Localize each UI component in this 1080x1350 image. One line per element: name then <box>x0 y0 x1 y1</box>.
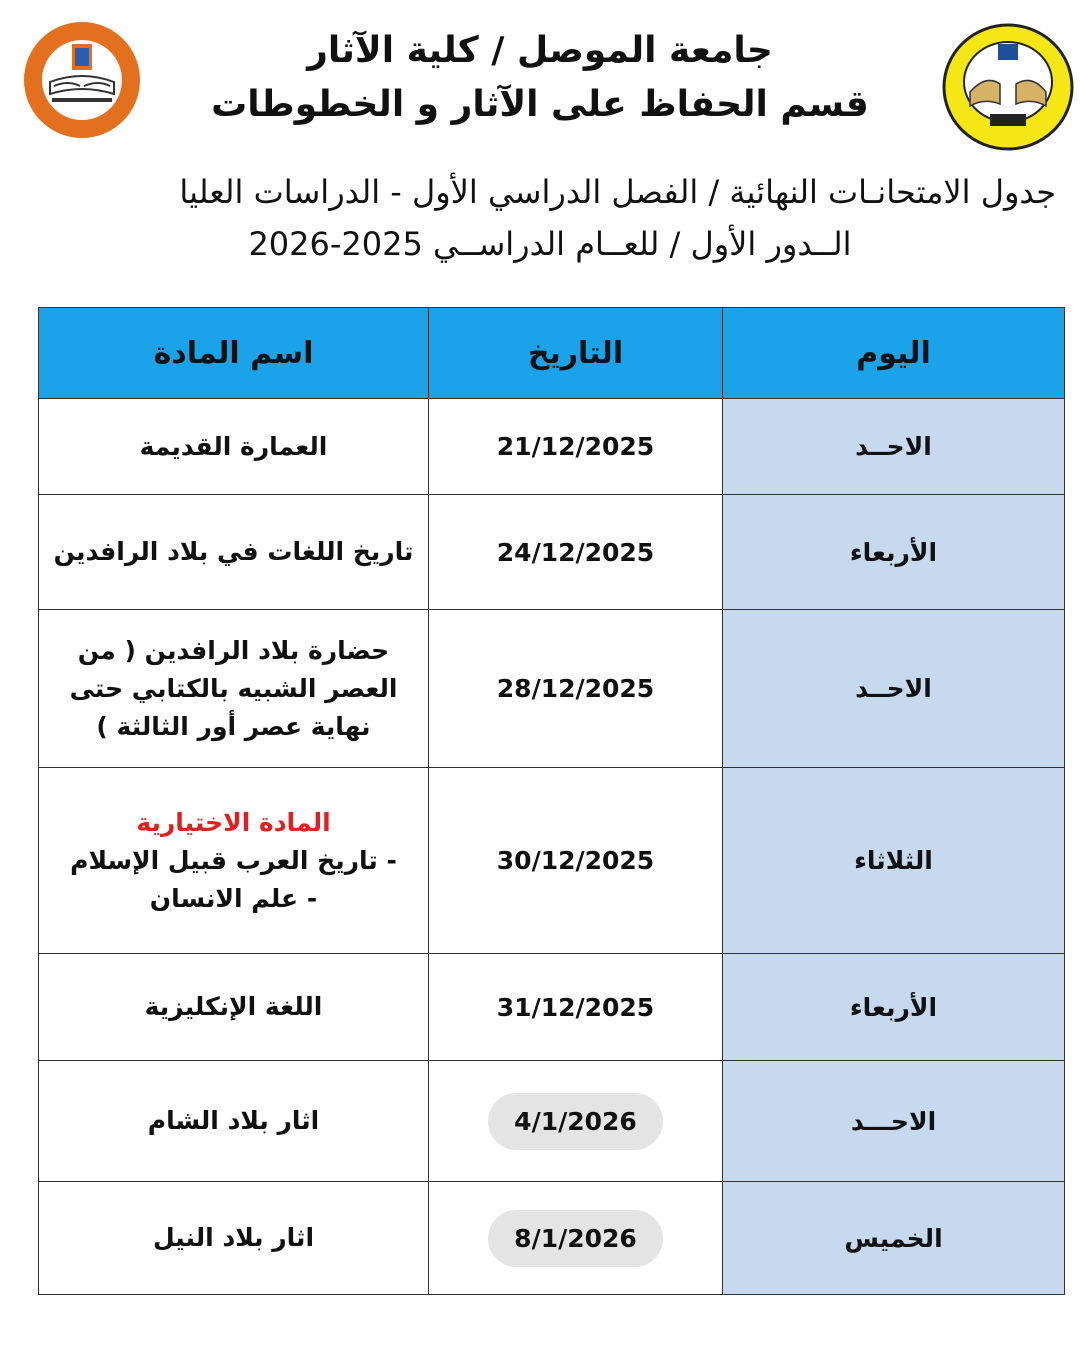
row-date <box>429 1182 723 1295</box>
table-row <box>39 768 1065 954</box>
department-title: قسم الحفاظ على الآثار و الخطوطات <box>211 84 869 125</box>
header-date: التاريخ <box>429 308 723 399</box>
subject-line: - تاريخ العرب قبيل الإسلام <box>70 845 397 875</box>
subject-line: - علم الانسان <box>149 883 318 913</box>
table-row <box>39 954 1065 1061</box>
row-subject: اثار بلاد الشام <box>39 1061 429 1182</box>
row-subject <box>39 610 429 768</box>
schedule-round-year: الــدور الأول / للعــام الدراســي 2025-2026 <box>248 225 852 263</box>
row-day: الأربعاء <box>723 495 1065 610</box>
row-date: 24/12/2025 <box>429 495 723 610</box>
table-header-row <box>39 308 1065 399</box>
row-day: الاحــد <box>723 399 1065 495</box>
row-day: الاحــد <box>723 610 1065 768</box>
row-day: الخميس <box>723 1182 1065 1295</box>
header-subject: اسم المادة <box>39 308 429 399</box>
university-college-title: جامعة الموصل / كلية الآثار <box>307 30 773 71</box>
row-date: 30/12/2025 <box>429 768 723 954</box>
subject-line: حضارة بلاد الرافدين ( من <box>77 635 390 665</box>
row-date <box>429 1061 723 1182</box>
table-row <box>39 1182 1065 1295</box>
subject-line: العصر الشبيه بالكتابي حتى <box>69 673 398 703</box>
row-day: الأربعاء <box>723 954 1065 1061</box>
elective-label: المادة الاختيارية <box>136 807 331 837</box>
row-subject <box>39 768 429 954</box>
row-subject: العمارة القديمة <box>39 399 429 495</box>
row-date: 28/12/2025 <box>429 610 723 768</box>
row-date: 21/12/2025 <box>429 399 723 495</box>
schedule-title: جدول الامتحانـات النهائية / الفصل الدراسي الأول - الدراسات العليا <box>179 173 1056 211</box>
exam-schedule-table <box>38 307 1065 1295</box>
table-row <box>39 1061 1065 1182</box>
row-date: 31/12/2025 <box>429 954 723 1061</box>
university-of-mosul-logo-icon <box>22 20 142 140</box>
page-header <box>160 24 920 132</box>
table-row <box>39 610 1065 768</box>
schedule-subtitle <box>40 166 1060 270</box>
date-highlight: 4/1/2026 <box>488 1093 663 1150</box>
row-subject: تاريخ اللغات في بلاد الرافدين <box>39 495 429 610</box>
table-row <box>39 399 1065 495</box>
row-subject: اللغة الإنكليزية <box>39 954 429 1061</box>
row-day: الاحـــد <box>723 1061 1065 1182</box>
header-day: اليوم <box>723 308 1065 399</box>
college-of-archaeology-logo-icon <box>940 22 1076 152</box>
date-highlight: 8/1/2026 <box>488 1210 663 1267</box>
row-day: الثلاثاء <box>723 768 1065 954</box>
row-subject: اثار بلاد النيل <box>39 1182 429 1295</box>
table-row <box>39 495 1065 610</box>
subject-line: نهاية عصر أور الثالثة ) <box>96 711 371 741</box>
